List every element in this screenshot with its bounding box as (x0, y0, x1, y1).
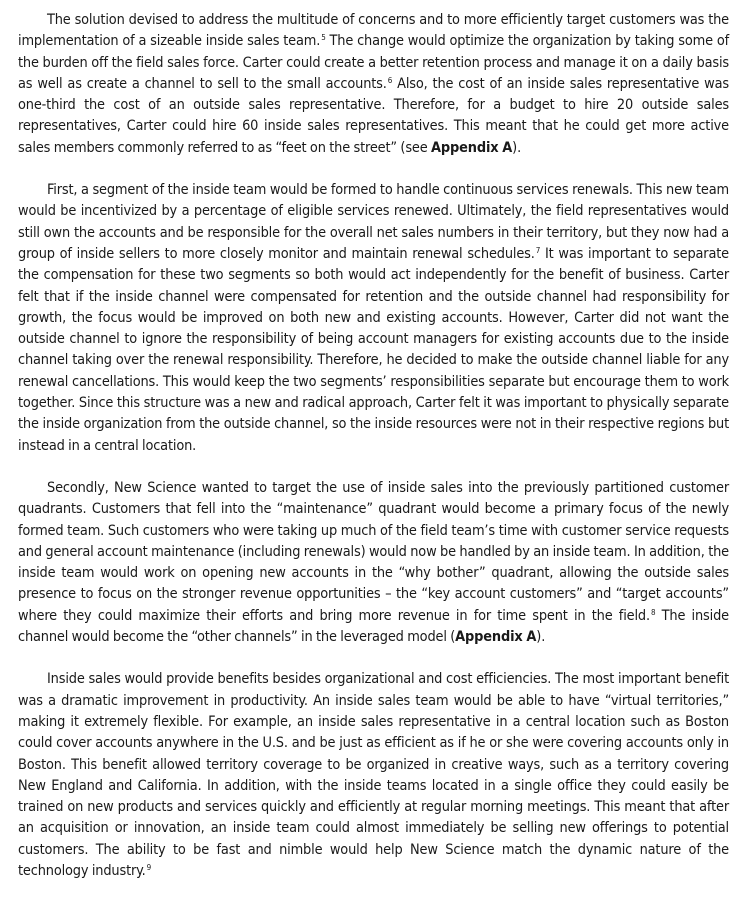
footnote-marker: 6 (387, 75, 393, 85)
paragraph-text: ). (512, 139, 522, 156)
footnote-marker: 9 (146, 862, 152, 872)
appendix-reference: Appendix A (455, 629, 537, 646)
paragraph-text: It was important to separate the compensation for these two segments so both would act independently for the benefit of business. Carter felt that if the inside channel were compensated for retention and the outside channel had responsibility for growth, the focus would be improved on both new and existing accounts. However, Carter did not want the outside channel to ignore the responsibility of being account managers for existing accounts due to the inside channel taking over the renewal responsibility. Therefore, he decided to make the outside channel liable for any renewal cancellations. This would keep the two segments’ responsibilities separate but encourage them to work together. Since this structure was a new and radical approach, Carter felt it was important to physically separate the inside organization from the outside channel, so the inside resources were not in their respective regions but instead in a central location. (18, 245, 729, 454)
paragraph-productivity-benefits (18, 669, 729, 882)
document-page (18, 10, 729, 882)
paragraph-text: First, a segment of the inside team would be formed to handle continuous services renewals. This new team would be incentivized by a percentage of eligible services renewed. Ultimately, the field representatives would still own the accounts and be responsible for the overall net sales numbers in their territory, but they now had a group of inside sellers to more closely monitor and maintain renewal schedules. (18, 182, 729, 262)
paragraph-text: The change would optimize the organization by taking some of the burden off the field sales force. Carter could create a better retention process and manage it on a daily basis as well as create a channel to sell to the small accounts. (18, 33, 730, 92)
paragraph-text: The solution devised to address the multitude of concerns and to more efficiently target customers was the implementation of a sizeable inside sales team. (18, 12, 729, 50)
footnote-marker: 5 (321, 33, 326, 43)
paragraph-text: ). (536, 629, 546, 646)
paragraph-text: The inside channel would become the “other channels” in the leveraged model ( (18, 607, 729, 646)
footnote-marker: 8 (650, 607, 656, 617)
paragraph-text: Inside sales would provide benefits besides organizational and cost efficiencies. The most important benefit was a dramatic improvement in productivity. An inside sales team would be able to have “virtual territories,” making it extremely flexible. For example, an inside sales representative in a central location such as Boston could cover accounts anywhere in the U.S. and be just as efficient as if he or she were covering accounts only in Boston. This benefit allowed territory coverage to be organized in creative ways, such as a territory covering New England and California. In addition, with the inside teams located in a single office they could easily be trained on new products and services quickly and efficiently at regular morning meetings. This meant that after an acquisition or innovation, an inside team could almost immediately be selling new offerings to potential customers. The ability to be fast and nimble would help New Science match the dynamic nature of the technology industry. (18, 671, 729, 879)
paragraph-renewals-team (18, 180, 729, 457)
paragraph-text: Also, the cost of an inside sales representative was one-third the cost of an outside sales representative. Therefore, for a budget to hire 20 outside sales representatives, Carter could hire 60 inside sales representatives. This meant that he could get more active sales members commonly referred to as “feet on the street” (see (18, 75, 729, 156)
appendix-reference: Appendix A (431, 139, 513, 156)
paragraph-text: Secondly, New Science wanted to target the use of inside sales into the previously partitioned customer quadrants. Customers that fell into the “maintenance” quadrant would become a primary focus of the newly formed team. Such customers who were taking up much of the field team’s time with customer service requests and general account maintenance (including renewals) would now be handled by an inside team. In addition, the inside team would work on opening new accounts in the “why bother” quadrant, allowing the outside sales presence to focus on the stronger revenue opportunities – the “key account customers” and “target accounts” where they could maximize their efforts and bring more revenue in for time spent in the field. (18, 479, 729, 624)
paragraph-customer-quadrants (18, 478, 729, 648)
footnote-marker: 7 (535, 245, 541, 255)
paragraph-inside-sales-solution (18, 10, 729, 159)
